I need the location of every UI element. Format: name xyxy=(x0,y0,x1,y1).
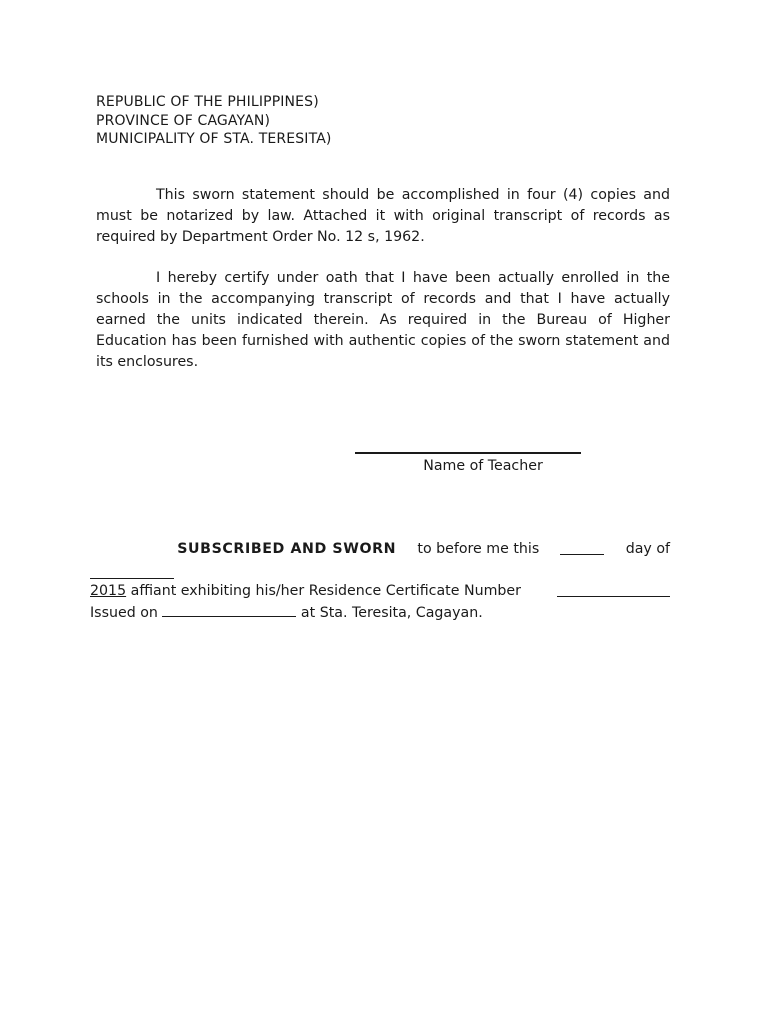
instruction-paragraph: This sworn statement should be accomplished in four (4) copies and must be notarized by law. Attached it with original transcript of records as required by Department Order No. 12 s, 1962. xyxy=(96,187,670,245)
oath-indent xyxy=(90,539,156,560)
oath-line-1 xyxy=(90,539,670,560)
oath-line-3 xyxy=(90,601,670,624)
month-blank-field xyxy=(90,578,174,579)
header-line-republic: REPUBLIC OF THE PHILIPPINES) xyxy=(96,94,319,110)
header-line-municipality: MUNICIPALITY OF STA. TERESITA) xyxy=(96,131,332,147)
day-blank-field xyxy=(560,539,604,555)
residence-certificate-blank-field xyxy=(557,581,670,597)
document-header xyxy=(96,93,332,149)
oath-text-affiant: affiant exhibiting his/her Residence Certificate Number xyxy=(130,583,521,599)
oath-text-issued-on: Issued on xyxy=(90,605,158,621)
oath-text-location: at Sta. Teresita, Cagayan. xyxy=(300,605,483,621)
certification-paragraph: I hereby certify under oath that I have been actually enrolled in the schools in the accompanying transcript of records and that I have actually earned the units indicated therein. As required in the Bureau of Higher Education has been furnished with authentic copies of the sworn statement and its enclosures. xyxy=(96,270,670,370)
signature-line xyxy=(355,452,581,454)
issued-on-blank-field xyxy=(162,601,296,617)
oath-bold-heading: SUBSCRIBED AND SWORN xyxy=(177,541,397,557)
signature-label: Name of Teacher xyxy=(423,458,543,474)
oath-text-before-me: to before me this xyxy=(417,541,540,557)
oath-text-day-of: day of xyxy=(625,541,670,557)
oath-line-2 xyxy=(90,581,670,602)
oath-year: 2015 xyxy=(90,583,127,599)
header-line-province: PROVINCE OF CAGAYAN) xyxy=(96,112,271,129)
